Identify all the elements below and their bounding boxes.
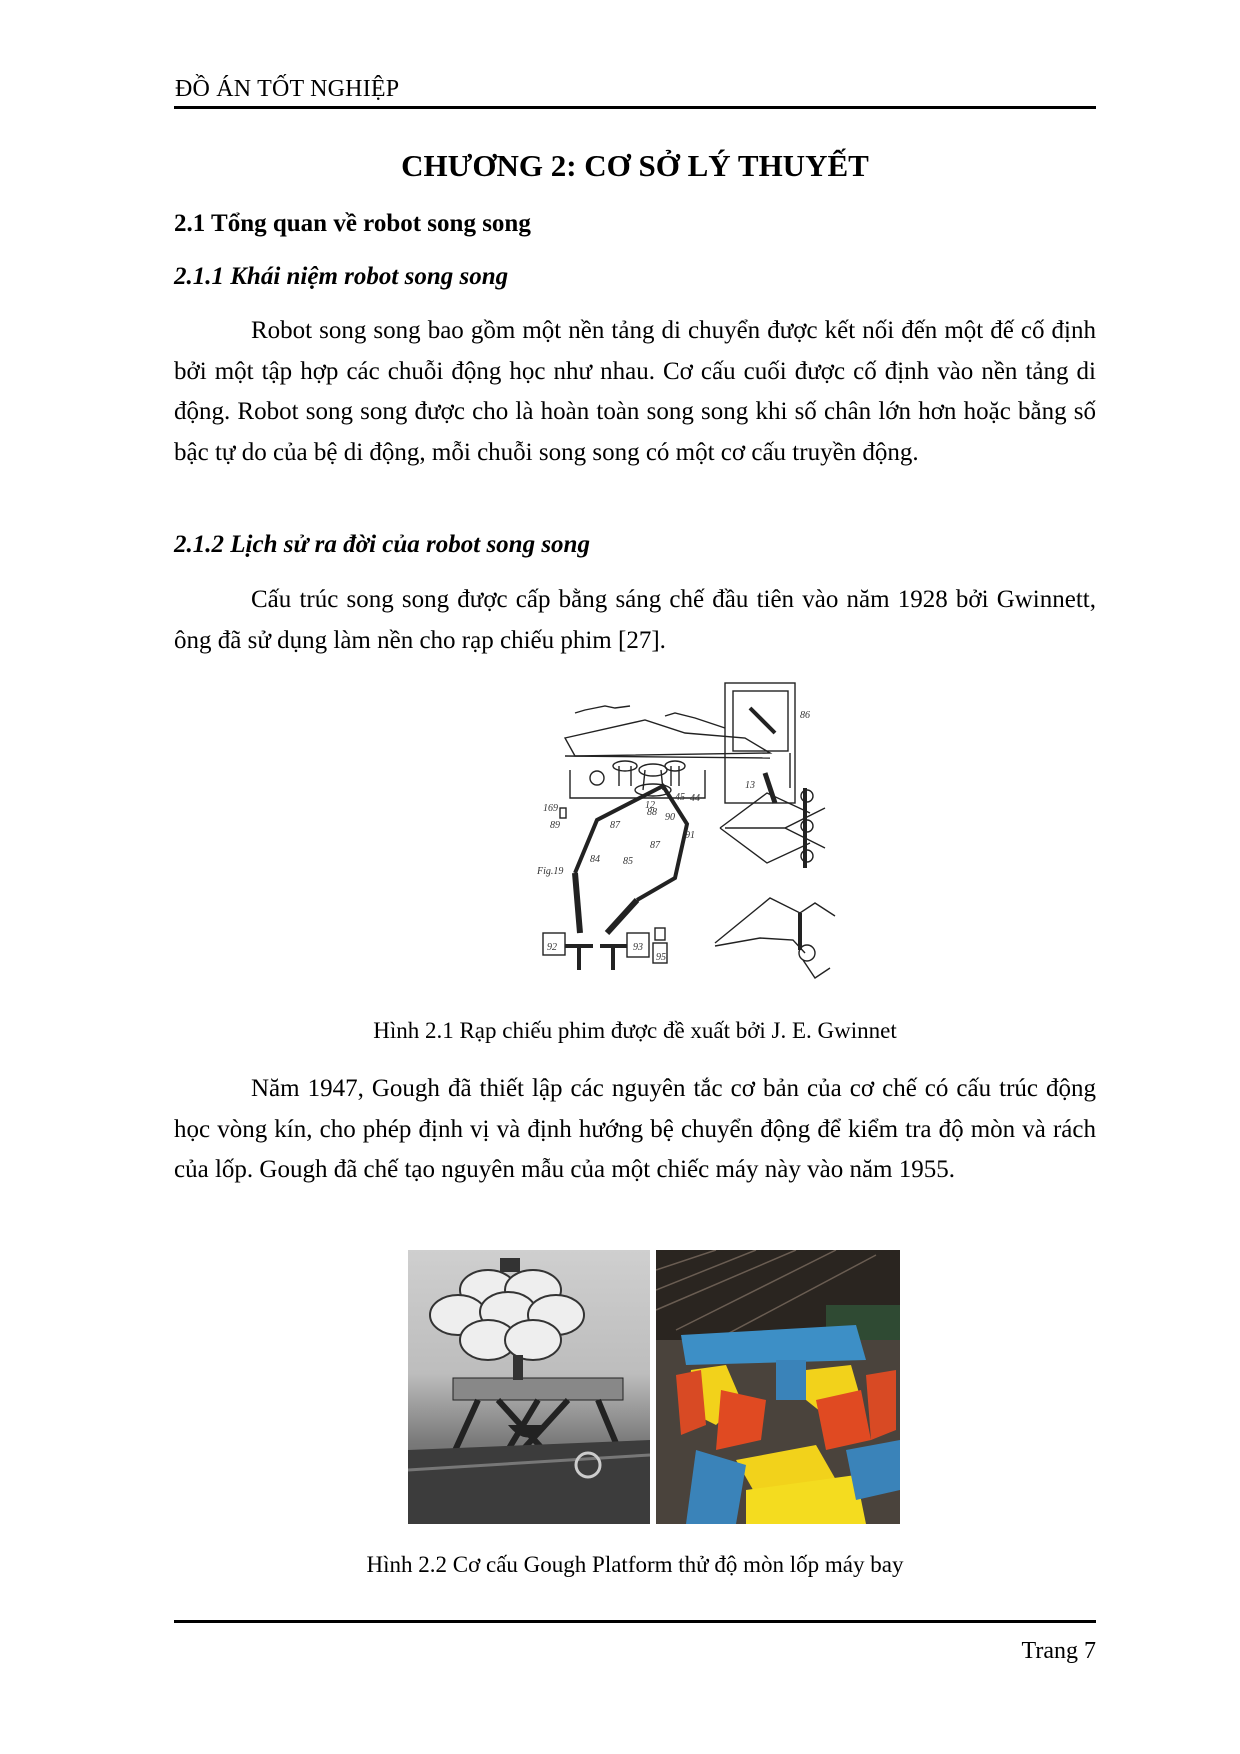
running-header: ĐỒ ÁN TỐT NGHIỆP xyxy=(175,76,400,102)
svg-text:90: 90 xyxy=(665,812,675,823)
patent-drawing-illustration xyxy=(535,678,853,986)
svg-text:89: 89 xyxy=(550,820,560,831)
paragraph-history-1 xyxy=(174,580,1096,661)
svg-text:12: 12 xyxy=(645,800,655,811)
svg-text:85: 85 xyxy=(623,856,633,867)
svg-text:88: 88 xyxy=(647,807,657,818)
svg-text:169: 169 xyxy=(543,803,558,814)
svg-text:84: 84 xyxy=(590,854,600,865)
svg-text:92: 92 xyxy=(547,942,557,953)
section-heading-2-1-2: 2.1.2 Lịch sử ra đời của robot song song xyxy=(174,531,590,558)
page-number: Trang 7 xyxy=(1021,1638,1096,1664)
paragraph-text: Năm 1947, Gough đã thiết lập các nguyên tắc cơ bản của cơ chế có cấu trúc động học vòng kín, cho phép định vị và định hướng bệ chuyển động để kiểm tra độ mòn và rách của lốp. Gough đã chế tạo nguyên mẫu của một chiếc máy này vào năm 1955. xyxy=(174,1075,1096,1183)
svg-text:45: 45 xyxy=(675,792,685,803)
svg-text:44: 44 xyxy=(690,793,700,804)
svg-text:93: 93 xyxy=(633,942,643,953)
figure-gough-platform-bw-photo xyxy=(408,1250,650,1524)
svg-text:95: 95 xyxy=(656,952,666,963)
chapter-title: CHƯƠNG 2: CƠ SỞ LÝ THUYẾT xyxy=(401,148,869,183)
gough-platform-color-illustration xyxy=(656,1250,900,1524)
gough-platform-bw-illustration xyxy=(408,1250,650,1524)
paragraph-concept xyxy=(174,311,1096,473)
paragraph-history-2 xyxy=(174,1069,1096,1191)
figure-2-2-caption: Hình 2.2 Cơ cấu Gough Platform thử độ mòn lốp máy bay xyxy=(366,1552,904,1577)
svg-text:87: 87 xyxy=(650,840,660,851)
figure-2-1-caption: Hình 2.1 Rạp chiếu phim được đề xuất bởi J. E. Gwinnet xyxy=(373,1018,897,1043)
section-heading-2-1-1: 2.1.1 Khái niệm robot song song xyxy=(174,263,509,290)
header-divider xyxy=(174,106,1096,109)
paragraph-text: Cấu trúc song song được cấp bằng sáng chế đầu tiên vào năm 1928 bởi Gwinnett, ông đã sử dụng làm nền cho rạp chiếu phim [27]. xyxy=(174,586,1096,654)
footer-divider xyxy=(174,1620,1096,1623)
section-heading-2-1: 2.1 Tổng quan về robot song song xyxy=(174,210,531,237)
svg-text:87: 87 xyxy=(610,820,620,831)
paragraph-text: Robot song song bao gồm một nền tảng di chuyển được kết nối đến một đế cố định bởi một tập hợp các chuỗi động học như nhau. Cơ cấu cuối được cố định vào nền tảng di động. Robot song song được cho là hoàn toàn song song khi số chân lớn hơn hoặc bằng số bậc tự do của bệ di động, mỗi chuỗi song song có một cơ cấu truyền động. xyxy=(174,317,1096,466)
figure-gough-platform-color-photo xyxy=(656,1250,900,1524)
svg-text:13: 13 xyxy=(745,780,755,791)
svg-text:Fig.19: Fig.19 xyxy=(537,866,564,877)
svg-text:86: 86 xyxy=(800,710,810,721)
figure-gwinnett-patent-drawing xyxy=(535,678,853,986)
svg-text:91: 91 xyxy=(685,830,695,841)
